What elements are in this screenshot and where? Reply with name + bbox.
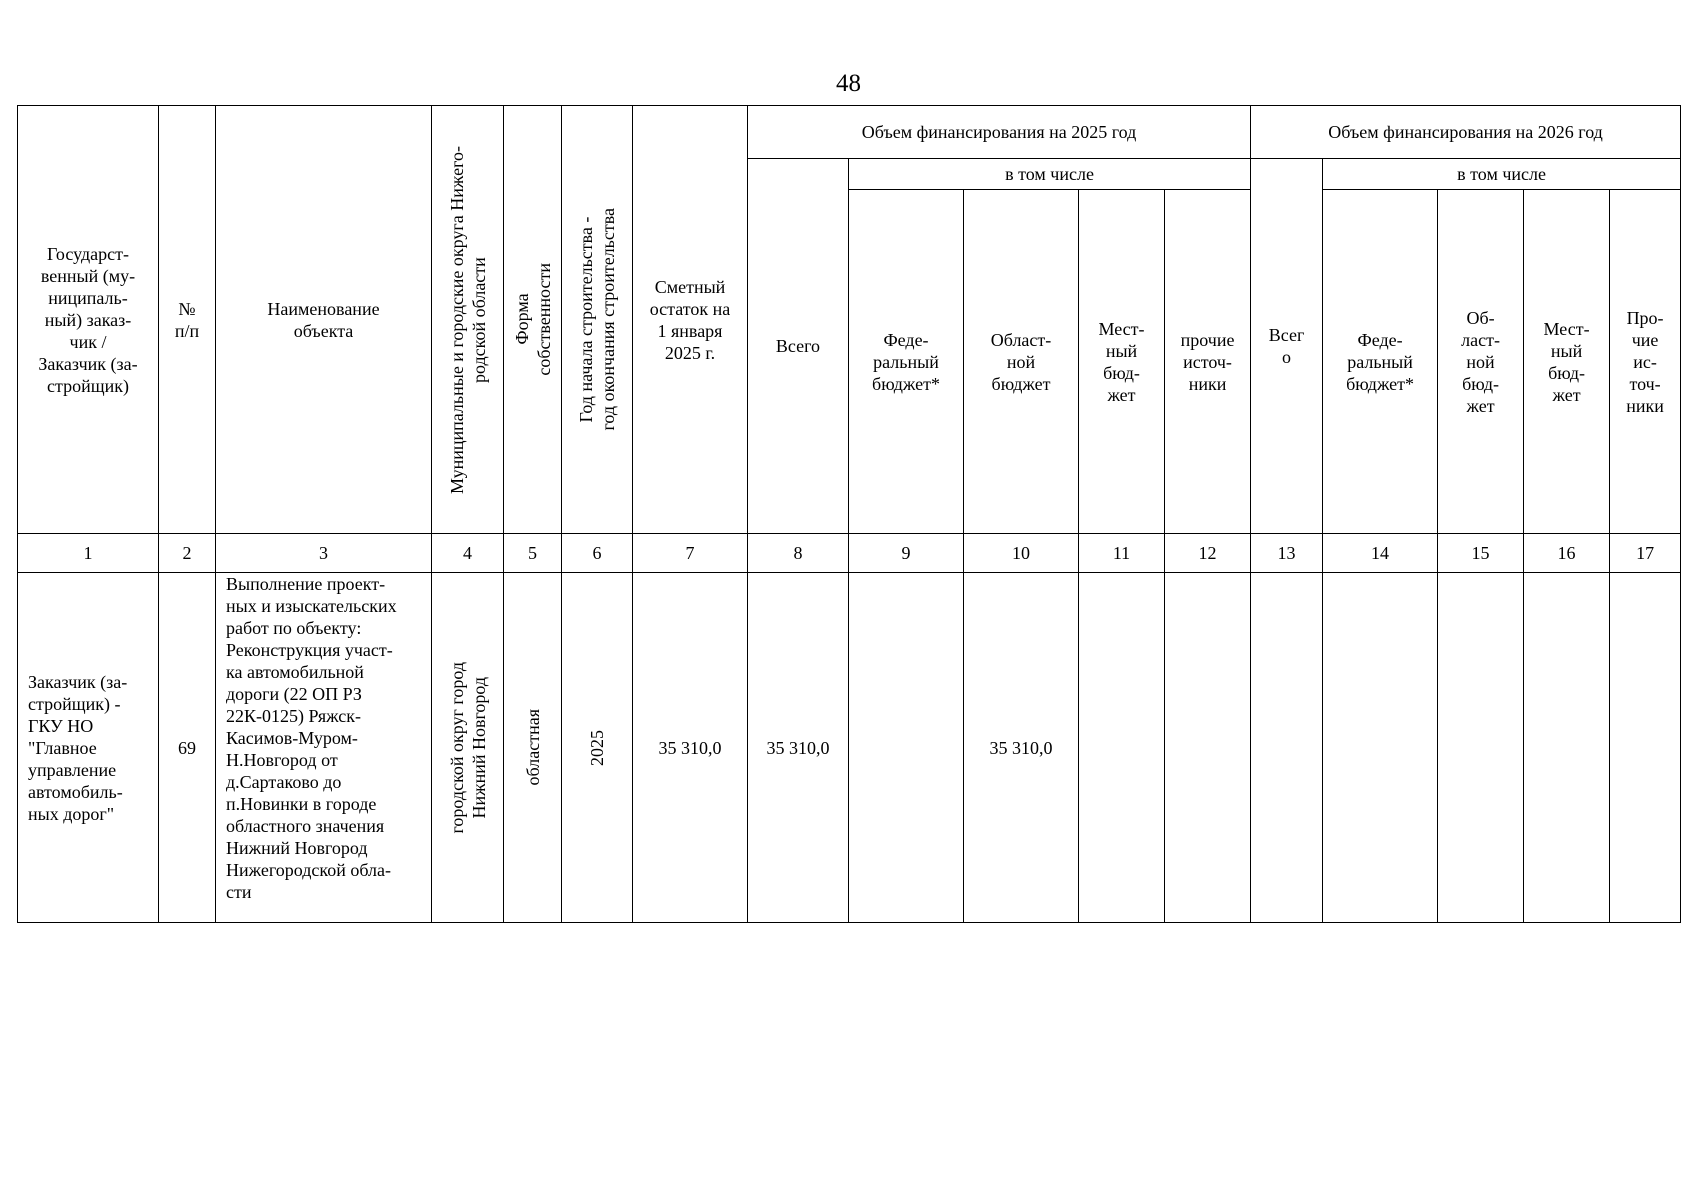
row-total-2025: 35 310,0	[748, 573, 849, 923]
header-fed-2026: Феде- ральный бюджет*	[1323, 190, 1438, 534]
row-municipality-cell	[432, 573, 504, 923]
row-total-2026	[1251, 573, 1323, 923]
column-number: 17	[1610, 534, 1681, 573]
row-oth-2025	[1165, 573, 1251, 923]
header-oth-2025: прочие источ- ники	[1165, 190, 1251, 534]
column-number: 15	[1438, 534, 1524, 573]
header-remainder: Сметный остаток на 1 января 2025 г.	[633, 106, 748, 534]
header-oth-2026: Про- чие ис- точ- ники	[1610, 190, 1681, 534]
row-loc-2026	[1524, 573, 1610, 923]
column-number: 1	[18, 534, 159, 573]
table-row	[18, 573, 1681, 923]
column-number: 2	[159, 534, 216, 573]
header-loc-2026: Мест- ный бюд- жет	[1524, 190, 1610, 534]
row-remainder: 35 310,0	[633, 573, 748, 923]
row-years: 2025	[587, 729, 607, 766]
row-fed-2025	[849, 573, 964, 923]
column-number: 10	[964, 534, 1079, 573]
row-reg-2025: 35 310,0	[964, 573, 1079, 923]
column-number: 16	[1524, 534, 1610, 573]
column-number: 13	[1251, 534, 1323, 573]
row-years-cell	[562, 573, 633, 923]
header-reg-2026: Об- ласт- ной бюд- жет	[1438, 190, 1524, 534]
row-num: 69	[159, 573, 216, 923]
header-municipality: Муниципальные и городские округа Нижего- родской области	[446, 145, 489, 494]
header-including-2025: в том числе	[849, 159, 1251, 190]
column-numbers-row	[18, 534, 1681, 573]
row-ownership-cell	[504, 573, 562, 923]
header-including-2026: в том числе	[1323, 159, 1681, 190]
header-years: Год начала строительства - год окончания строительства	[576, 208, 618, 431]
row-loc-2025	[1079, 573, 1165, 923]
header-ownership-cell	[504, 106, 562, 534]
header-row-1	[18, 106, 1681, 159]
row-fed-2026	[1323, 573, 1438, 923]
financing-table	[17, 105, 1681, 923]
row-reg-2026	[1438, 573, 1524, 923]
column-number: 9	[849, 534, 964, 573]
header-num: № п/п	[159, 106, 216, 534]
column-number: 8	[748, 534, 849, 573]
header-years-cell	[562, 106, 633, 534]
page-number: 48	[836, 70, 861, 97]
header-funding-2025: Объем финансирования на 2025 год	[748, 106, 1251, 159]
header-total-2026: Всег о	[1251, 159, 1323, 534]
column-number: 4	[432, 534, 504, 573]
column-number: 5	[504, 534, 562, 573]
row-ownership: областная	[522, 709, 543, 786]
column-number: 6	[562, 534, 633, 573]
header-municipality-cell	[432, 106, 504, 534]
row-customer: Заказчик (за- стройщик) - ГКУ НО "Главное управление автомобиль- ных дорог"	[18, 573, 159, 923]
header-funding-2026: Объем финансирования на 2026 год	[1251, 106, 1681, 159]
row-object-name: Выполнение проект- ных и изыскательских работ по объекту: Реконструкция участ- ка автомобильной дороги (22 ОП РЗ 22К-0125) Ряжск- Касимов-Муром- Н.Новгород от д.Сартаково до п.Новинки в городе областного значения Нижний Новгород Нижегородской обла- сти	[216, 573, 432, 923]
row-municipality: городской округ город Нижний Новгород	[446, 661, 489, 834]
column-number: 14	[1323, 534, 1438, 573]
header-fed-2025: Феде- ральный бюджет*	[849, 190, 964, 534]
column-number: 11	[1079, 534, 1165, 573]
column-number: 7	[633, 534, 748, 573]
column-number: 3	[216, 534, 432, 573]
header-object-name: Наименование объекта	[216, 106, 432, 534]
header-total-2025: Всего	[748, 159, 849, 534]
column-number: 12	[1165, 534, 1251, 573]
header-ownership: Форма собственности	[511, 263, 554, 376]
header-loc-2025: Мест- ный бюд- жет	[1079, 190, 1165, 534]
header-reg-2025: Област- ной бюджет	[964, 190, 1079, 534]
row-oth-2026	[1610, 573, 1681, 923]
header-customer: Государст- венный (му- ниципаль- ный) заказ- чик / Заказчик (за- стройщик)	[18, 106, 159, 534]
